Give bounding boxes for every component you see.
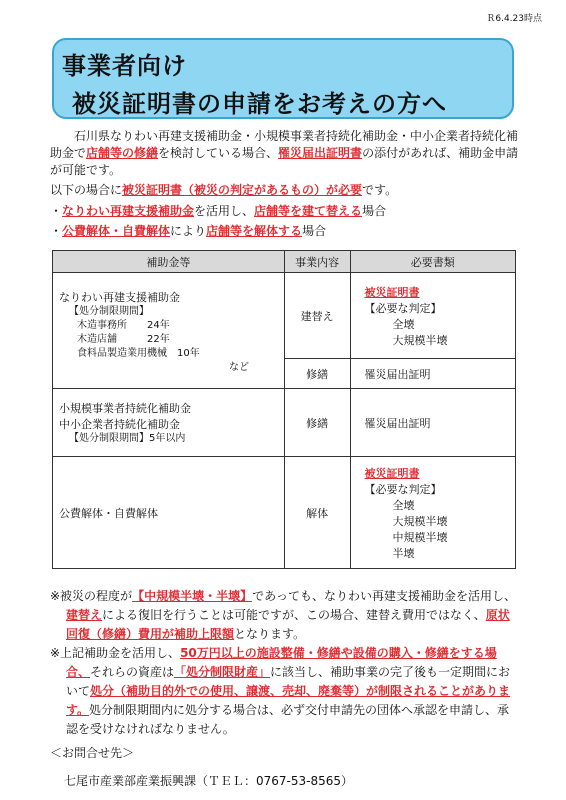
row1-subsidy-name: なりわい再建支援補助金 bbox=[59, 290, 180, 304]
note-rebuild: ※被災の程度が【中規模半壊・半壊】であっても、なりわい再建支援補助金を活用し、建替えによる復旧を行うことは可能ですが、この場合、建替え費用ではなく、原状回復（修繕）費用が補助上限額となります。 bbox=[50, 589, 516, 641]
row1-doc-item: 全壊 bbox=[392, 317, 415, 331]
row3-doc-cell bbox=[350, 457, 515, 569]
row1-doc-sub: 【必要な判定】 bbox=[364, 301, 442, 315]
row1-action-repair: 修繕 bbox=[284, 359, 350, 389]
row1-doc2: 罹災届出証明 bbox=[350, 359, 515, 389]
date-stamp: Ｒ6.4.23時点 bbox=[486, 14, 542, 24]
row3-doc-item: 中規模半壊 bbox=[392, 530, 448, 544]
row2-doc: 罹災届出証明 bbox=[350, 389, 515, 457]
row2-subsidy-name-2: 中小企業者持続化補助金 bbox=[59, 417, 180, 431]
row2-action: 修繕 bbox=[284, 389, 350, 457]
row1-etc: など bbox=[229, 361, 249, 373]
row2-subsidy-name-1: 小規模事業者持続化補助金 bbox=[59, 401, 191, 415]
table-header-row bbox=[53, 251, 516, 273]
bullet-demolition: ・公費解体・自費解体により店舗等を解体する場合 bbox=[50, 224, 327, 238]
row1-subsidy-cell bbox=[53, 273, 285, 389]
contact-line: 七尾市産業部産業振興課（ＴＥＬ：0767-53-8565） bbox=[64, 774, 354, 788]
table-row bbox=[53, 273, 516, 359]
row1-action-rebuild: 建替え bbox=[284, 273, 350, 359]
row3-doc-item: 大規模半壊 bbox=[392, 514, 448, 528]
row1-limit-item: 木造店舗 22年 bbox=[77, 333, 170, 345]
row3-doc-title: 被災証明書 bbox=[364, 466, 420, 480]
bullet-rebuild: ・なりわい再建支援補助金を活用し、店舗等を建て替える場合 bbox=[50, 204, 387, 218]
intro-paragraph: 石川県なりわい再建支援補助金・小規模事業者持続化補助金・中小企業者持続化補助金で店舗等の修繕を検討している場合、罹災届出証明書の添付があれば、補助金申請が可能です。 bbox=[50, 129, 519, 177]
header-documents: 必要書類 bbox=[350, 251, 515, 273]
table-row bbox=[53, 457, 516, 569]
row3-doc-item: 全壊 bbox=[392, 498, 415, 512]
row3-doc-item: 半壊 bbox=[392, 546, 415, 560]
contact-heading: ＜お問合せ先＞ bbox=[50, 746, 135, 760]
note-restricted-property: ※上記補助金を活用し、50万円以上の施設整備・修繕や設備の購入・修繕をする場合、それらの資産は「処分制限財産」に該当し、補助事業の完了後も一定期間において処分（補助目的外での使用、譲渡、売却、廃棄等）が制限されることがあります。処分制限期間内に処分する場合は、必ず交付申請先の団体へ承認を申請し、承認を受けなければなりません。 bbox=[50, 646, 511, 736]
subsidy-table bbox=[52, 250, 516, 569]
table-row bbox=[53, 389, 516, 457]
title-box bbox=[52, 38, 514, 119]
row1-limit-item: 木造事務所 24年 bbox=[77, 319, 170, 331]
row1-doc-item: 大規模半壊 bbox=[392, 333, 448, 347]
row3-action: 解体 bbox=[284, 457, 350, 569]
row2-subsidy-cell bbox=[53, 389, 285, 457]
row2-limit: 【処分制限期間】5年以内 bbox=[69, 432, 186, 444]
lead-sentence: 以下の場合に被災証明書（被災の判定があるもの）が必要です。 bbox=[50, 183, 398, 197]
header-action: 事業内容 bbox=[284, 251, 350, 273]
row3-subsidy-name: 公費解体・自費解体 bbox=[53, 457, 285, 569]
row1-limit-head: 【処分制限期間】 bbox=[69, 305, 149, 317]
title-line-2: 被災証明書の申請をお考えの方へ bbox=[72, 90, 447, 118]
title-line-1: 事業者向け bbox=[62, 52, 187, 80]
row1-doc-cell bbox=[350, 273, 515, 359]
row3-doc-sub: 【必要な判定】 bbox=[364, 482, 442, 496]
row1-limit-item: 食料品製造業用機械 10年 bbox=[77, 347, 200, 359]
row1-doc-title: 被災証明書 bbox=[364, 285, 420, 299]
header-subsidy: 補助金等 bbox=[53, 251, 285, 273]
